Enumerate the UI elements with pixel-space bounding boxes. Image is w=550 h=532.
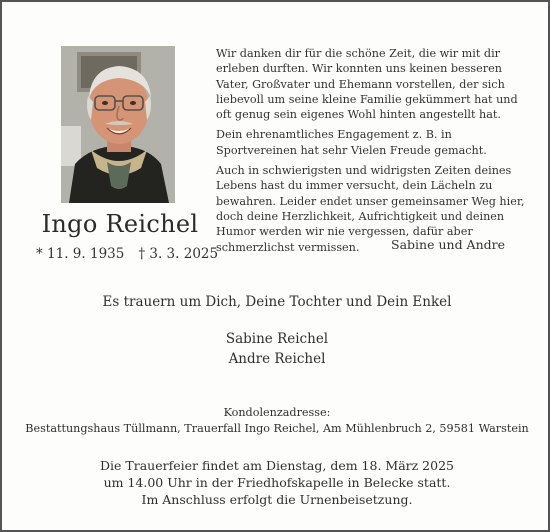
deceased-name: Ingo Reichel bbox=[41, 210, 199, 238]
ceremony-line: Im Anschluss erfolgt die Urnenbeisetzung. bbox=[141, 492, 413, 507]
condolence-label: Kondolenzadresse: bbox=[223, 406, 331, 419]
ceremony-line: um 14.00 Uhr in der Friedhofskapelle in Belecke statt. bbox=[103, 475, 451, 490]
tribute-paragraph: Auch in schwierigsten und widrigsten Zeiten deines Lebens hast du immer versucht, dein Lächeln zu bewahren. Leider endet unser gemeinsamer Weg hier, doch deine Herzlichkeit, Aufrichtigkeit und deinen Humor werden wir nie vergessen, dafür aber schmerzlichst vermissen. bbox=[216, 164, 525, 254]
mourner-name: Sabine Reichel bbox=[225, 331, 329, 347]
tribute-paragraph: Wir danken dir für die schöne Zeit, die wir mit dir erleben durften. Wir konnten uns keinen besseren Vater, Großvater und Ehemann vorstellen, der sich liebevoll um seine kleine Familie gekümmert hat und oft genug sein eigenes Wohl hinten angestellt hat. bbox=[216, 47, 518, 122]
mourners-heading: Es trauern um Dich, Deine Tochter und Dein Enkel bbox=[102, 294, 452, 310]
tribute-signature: Sabine und Andre bbox=[391, 237, 505, 252]
ceremony-info bbox=[2, 457, 550, 508]
ceremony-line: Die Trauerfeier findet am Dienstag, dem 18. März 2025 bbox=[100, 458, 454, 473]
portrait-photo bbox=[61, 46, 175, 203]
death-date: † 3. 3. 2025 bbox=[138, 246, 219, 262]
mourner-names bbox=[2, 329, 550, 369]
condolence-address: Bestattungshaus Tüllmann, Trauerfall Ingo Reichel, Am Mühlenbruch 2, 59581 Warstein bbox=[25, 422, 529, 435]
tribute-paragraph: Dein ehrenamtliches Engagement z. B. in Sportvereinen hat sehr Vielen Freude gemacht. bbox=[216, 128, 487, 157]
tribute-text bbox=[216, 46, 526, 260]
life-dates bbox=[36, 246, 219, 262]
mourner-name: Andre Reichel bbox=[228, 351, 326, 367]
birth-date: * 11. 9. 1935 bbox=[36, 246, 125, 262]
